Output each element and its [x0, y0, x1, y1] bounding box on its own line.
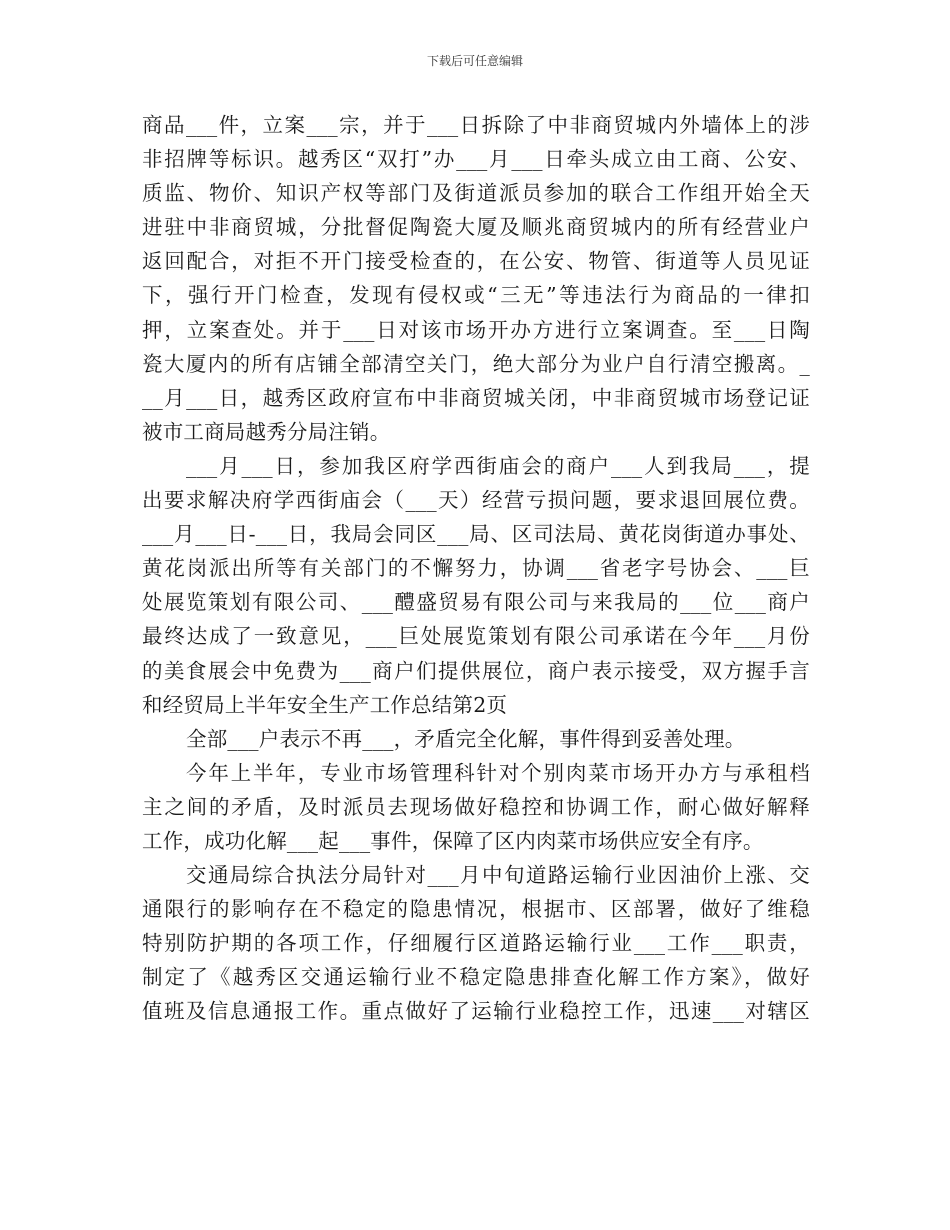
text-line: 黄花岗派出所等有关部门的不懈努力，协调___省老字号协会、___巨 [142, 556, 810, 581]
text-line: ___月___日，参加我区府学西街庙会的商户___人到我局___，提 [186, 453, 810, 478]
text-line: 质监、物价、知识产权等部门及街道派员参加的联合工作组开始全天 [142, 181, 810, 206]
text-line: 最终达成了一致意见，___巨处展览策划有限公司承诺在今年___月份 [142, 624, 810, 649]
text-line: 出要求解决府学西街庙会（___天）经营亏损问题，要求退回展位费。 [142, 488, 810, 513]
text-line: 被市工商局越秀分局注销。 [142, 419, 391, 444]
text-line: 的美食展会中免费为___商户们提供展位，商户表示接受，双方握手言 [142, 658, 810, 683]
text-line: 处展览策划有限公司、___醴盛贸易有限公司与来我局的___位___商户 [142, 590, 810, 615]
text-line: __月___日，越秀区政府宣布中非商贸城关闭，中非商贸城市场登记证 [142, 385, 810, 410]
text-line: 通限行的影响存在不稳定的隐患情况，根据市、区部署，做好了维稳 [142, 897, 810, 922]
text-line: ___月___日-___日，我局会同区___局、区司法局、黄花岗街道办事处、 [142, 522, 810, 547]
text-line: 商品___件，立案___宗，并于___日拆除了中非商贸城内外墙体上的涉 [142, 113, 810, 137]
text-line: 制定了《越秀区交通运输行业不稳定隐患排查化解工作方案》，做好 [142, 965, 810, 990]
page-header: 下载后可任意编辑 [426, 54, 523, 68]
text-line: 工作，成功化解___起___事件，保障了区内肉菜市场供应安全有序。 [142, 828, 764, 853]
text-line: 进驻中非商贸城，分批督促陶瓷大厦及顺兆商贸城内的所有经营业户 [142, 215, 810, 240]
text-line: 今年上半年，专业市场管理科针对个别肉菜市场开办方与承租档 [186, 760, 810, 785]
text-line: 特别防护期的各项工作，仔细履行区道路运输行业___工作___职责， [142, 931, 810, 956]
text-line: 和经贸局上半年安全生产工作总结第2页 [142, 692, 508, 717]
document-body [142, 108, 810, 1029]
text-line: 值班及信息通报工作。重点做好了运输行业稳控工作，迅速___对辖区 [142, 999, 810, 1024]
text-line: 返回配合，对拒不开门接受检查的，在公安、物管、街道等人员见证 [142, 249, 810, 274]
text-line: 押，立案查处。并于___日对该市场开办方进行立案调查。至___日陶 [142, 317, 810, 342]
text-line: 全部___户表示不再___，矛盾完全化解，事件得到妥善处理。 [186, 726, 746, 751]
text-line: 交通局综合执法分局针对___月中旬道路运输行业因油价上涨、交 [186, 863, 810, 888]
text-line: 下，强行开门检查，发现有侵权或“三无”等违法行为商品的一律扣 [142, 283, 810, 308]
text-line: 主之间的矛盾，及时派员去现场做好稳控和协调工作，耐心做好解释 [142, 794, 810, 819]
text-line: 瓷大厦内的所有店铺全部清空关门，绝大部分为业户自行清空搬离。_ [142, 351, 810, 376]
text-line: 非招牌等标识。越秀区“双打”办___月___日牵头成立由工商、公安、 [142, 147, 810, 172]
